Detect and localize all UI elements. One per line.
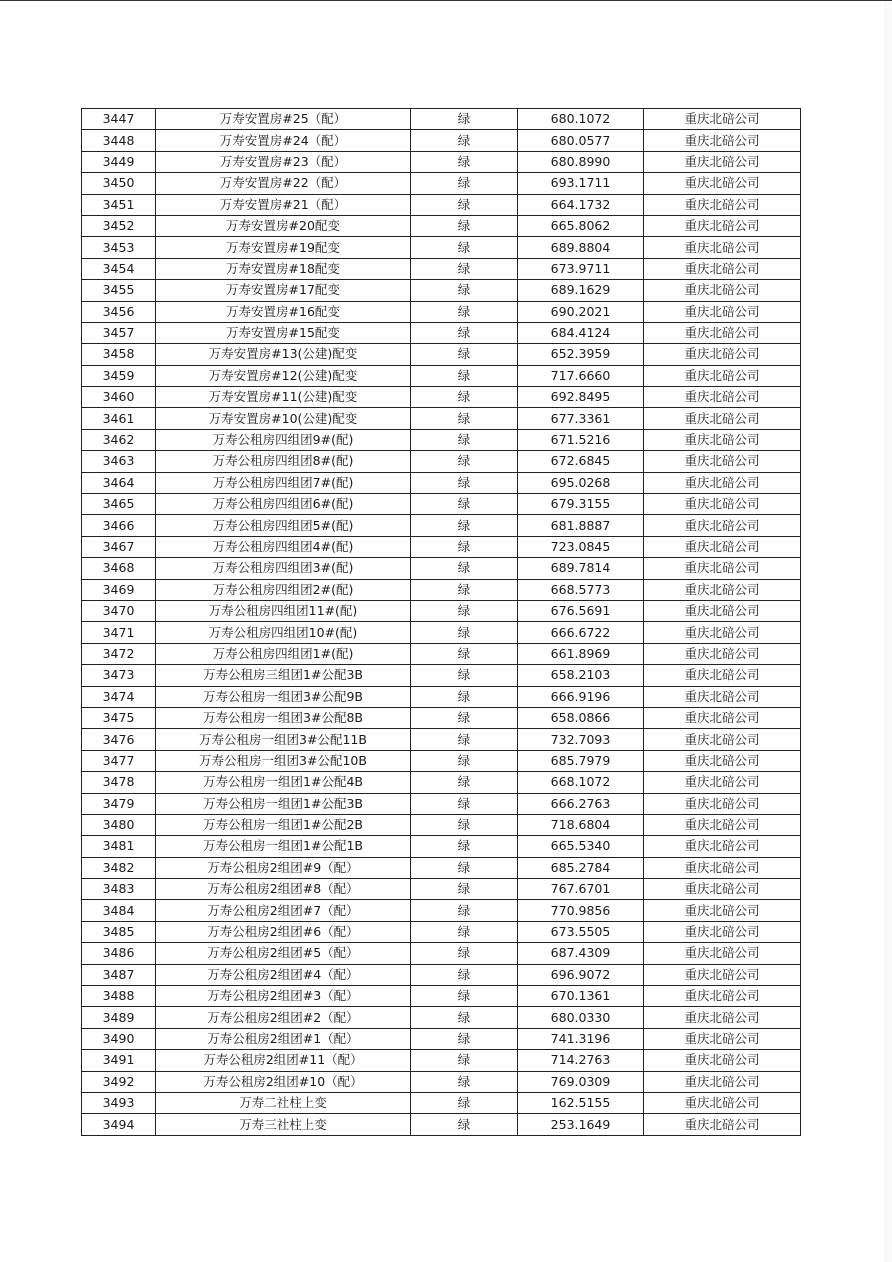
cell-company: 重庆北碚公司 xyxy=(644,472,801,493)
cell-company: 重庆北碚公司 xyxy=(644,301,801,322)
cell-color: 绿 xyxy=(411,558,518,579)
cell-id: 3453 xyxy=(82,237,156,258)
cell-color: 绿 xyxy=(411,344,518,365)
cell-id: 3461 xyxy=(82,408,156,429)
cell-company: 重庆北碚公司 xyxy=(644,1050,801,1071)
cell-id: 3478 xyxy=(82,772,156,793)
cell-company: 重庆北碚公司 xyxy=(644,429,801,450)
table-row xyxy=(82,600,801,621)
table-row xyxy=(82,494,801,515)
cell-name: 万寿公租房一组团1#公配1B xyxy=(156,836,411,857)
table-row xyxy=(82,814,801,835)
cell-company: 重庆北碚公司 xyxy=(644,600,801,621)
cell-id: 3475 xyxy=(82,707,156,728)
cell-name: 万寿公租房四组团4#(配) xyxy=(156,536,411,557)
cell-color: 绿 xyxy=(411,943,518,964)
cell-company: 重庆北碚公司 xyxy=(644,772,801,793)
cell-color: 绿 xyxy=(411,1007,518,1028)
table-row xyxy=(82,280,801,301)
cell-id: 3456 xyxy=(82,301,156,322)
cell-value: 741.3196 xyxy=(518,1028,644,1049)
cell-id: 3447 xyxy=(82,109,156,130)
cell-company: 重庆北碚公司 xyxy=(644,558,801,579)
cell-value: 666.2763 xyxy=(518,793,644,814)
cell-company: 重庆北碚公司 xyxy=(644,793,801,814)
table-row xyxy=(82,750,801,771)
cell-company: 重庆北碚公司 xyxy=(644,814,801,835)
cell-company: 重庆北碚公司 xyxy=(644,900,801,921)
cell-name: 万寿安置房#23（配） xyxy=(156,151,411,172)
cell-company: 重庆北碚公司 xyxy=(644,494,801,515)
cell-company: 重庆北碚公司 xyxy=(644,322,801,343)
cell-value: 732.7093 xyxy=(518,729,644,750)
cell-id: 3466 xyxy=(82,515,156,536)
cell-color: 绿 xyxy=(411,237,518,258)
cell-value: 690.2021 xyxy=(518,301,644,322)
cell-color: 绿 xyxy=(411,387,518,408)
cell-name: 万寿公租房2组团#9（配） xyxy=(156,857,411,878)
table-row xyxy=(82,622,801,643)
cell-id: 3483 xyxy=(82,879,156,900)
table-row xyxy=(82,857,801,878)
cell-name: 万寿安置房#22（配） xyxy=(156,173,411,194)
cell-id: 3457 xyxy=(82,322,156,343)
cell-name: 万寿公租房2组团#10（配） xyxy=(156,1071,411,1092)
cell-company: 重庆北碚公司 xyxy=(644,1028,801,1049)
cell-color: 绿 xyxy=(411,258,518,279)
table-row xyxy=(82,643,801,664)
cell-company: 重庆北碚公司 xyxy=(644,151,801,172)
cell-value: 666.6722 xyxy=(518,622,644,643)
cell-name: 万寿公租房三组团1#公配3B xyxy=(156,665,411,686)
cell-value: 714.2763 xyxy=(518,1050,644,1071)
table-row xyxy=(82,1028,801,1049)
cell-color: 绿 xyxy=(411,536,518,557)
cell-value: 673.5505 xyxy=(518,921,644,942)
cell-color: 绿 xyxy=(411,879,518,900)
cell-company: 重庆北碚公司 xyxy=(644,215,801,236)
cell-color: 绿 xyxy=(411,1071,518,1092)
table-row xyxy=(82,1050,801,1071)
cell-color: 绿 xyxy=(411,750,518,771)
cell-id: 3455 xyxy=(82,280,156,301)
cell-company: 重庆北碚公司 xyxy=(644,109,801,130)
cell-color: 绿 xyxy=(411,429,518,450)
cell-value: 672.6845 xyxy=(518,451,644,472)
cell-value: 676.5691 xyxy=(518,600,644,621)
table-row xyxy=(82,986,801,1007)
cell-value: 693.1711 xyxy=(518,173,644,194)
cell-color: 绿 xyxy=(411,665,518,686)
cell-name: 万寿安置房#21（配） xyxy=(156,194,411,215)
cell-name: 万寿公租房四组团3#(配) xyxy=(156,558,411,579)
cell-color: 绿 xyxy=(411,622,518,643)
cell-value: 658.2103 xyxy=(518,665,644,686)
cell-value: 689.7814 xyxy=(518,558,644,579)
cell-company: 重庆北碚公司 xyxy=(644,280,801,301)
table-row xyxy=(82,344,801,365)
cell-id: 3490 xyxy=(82,1028,156,1049)
cell-name: 万寿公租房四组团8#(配) xyxy=(156,451,411,472)
cell-color: 绿 xyxy=(411,194,518,215)
cell-id: 3472 xyxy=(82,643,156,664)
cell-id: 3485 xyxy=(82,921,156,942)
cell-id: 3492 xyxy=(82,1071,156,1092)
cell-value: 680.1072 xyxy=(518,109,644,130)
cell-id: 3491 xyxy=(82,1050,156,1071)
cell-name: 万寿公租房四组团10#(配) xyxy=(156,622,411,643)
cell-color: 绿 xyxy=(411,515,518,536)
cell-company: 重庆北碚公司 xyxy=(644,344,801,365)
cell-color: 绿 xyxy=(411,686,518,707)
cell-company: 重庆北碚公司 xyxy=(644,750,801,771)
cell-value: 689.1629 xyxy=(518,280,644,301)
cell-value: 687.4309 xyxy=(518,943,644,964)
table-row xyxy=(82,707,801,728)
cell-color: 绿 xyxy=(411,772,518,793)
cell-name: 万寿公租房四组团6#(配) xyxy=(156,494,411,515)
table-row xyxy=(82,665,801,686)
cell-company: 重庆北碚公司 xyxy=(644,194,801,215)
cell-color: 绿 xyxy=(411,600,518,621)
cell-company: 重庆北碚公司 xyxy=(644,173,801,194)
table-row xyxy=(82,579,801,600)
cell-color: 绿 xyxy=(411,900,518,921)
cell-company: 重庆北碚公司 xyxy=(644,408,801,429)
cell-color: 绿 xyxy=(411,1050,518,1071)
cell-id: 3462 xyxy=(82,429,156,450)
cell-name: 万寿安置房#12(公建)配变 xyxy=(156,365,411,386)
table-row xyxy=(82,472,801,493)
cell-id: 3486 xyxy=(82,943,156,964)
cell-name: 万寿公租房2组团#1（配） xyxy=(156,1028,411,1049)
cell-name: 万寿公租房四组团9#(配) xyxy=(156,429,411,450)
cell-company: 重庆北碚公司 xyxy=(644,986,801,1007)
data-table xyxy=(81,108,801,1136)
cell-value: 679.3155 xyxy=(518,494,644,515)
cell-value: 670.1361 xyxy=(518,986,644,1007)
cell-value: 767.6701 xyxy=(518,879,644,900)
table-row xyxy=(82,921,801,942)
table-row xyxy=(82,237,801,258)
cell-name: 万寿三社柱上变 xyxy=(156,1114,411,1135)
cell-value: 680.0330 xyxy=(518,1007,644,1028)
cell-value: 695.0268 xyxy=(518,472,644,493)
cell-id: 3470 xyxy=(82,600,156,621)
table-row xyxy=(82,173,801,194)
cell-id: 3480 xyxy=(82,814,156,835)
table-row xyxy=(82,1007,801,1028)
cell-name: 万寿公租房2组团#7（配） xyxy=(156,900,411,921)
cell-id: 3469 xyxy=(82,579,156,600)
cell-company: 重庆北碚公司 xyxy=(644,387,801,408)
cell-name: 万寿安置房#20配变 xyxy=(156,215,411,236)
cell-name: 万寿二社柱上变 xyxy=(156,1092,411,1113)
cell-value: 723.0845 xyxy=(518,536,644,557)
cell-id: 3477 xyxy=(82,750,156,771)
table-row xyxy=(82,429,801,450)
table-body xyxy=(82,109,801,1136)
table-row xyxy=(82,879,801,900)
cell-color: 绿 xyxy=(411,109,518,130)
cell-color: 绿 xyxy=(411,280,518,301)
cell-id: 3476 xyxy=(82,729,156,750)
cell-value: 162.5155 xyxy=(518,1092,644,1113)
cell-color: 绿 xyxy=(411,494,518,515)
cell-name: 万寿安置房#18配变 xyxy=(156,258,411,279)
cell-color: 绿 xyxy=(411,836,518,857)
cell-company: 重庆北碚公司 xyxy=(644,237,801,258)
cell-name: 万寿公租房一组团3#公配9B xyxy=(156,686,411,707)
cell-company: 重庆北碚公司 xyxy=(644,707,801,728)
cell-id: 3468 xyxy=(82,558,156,579)
cell-name: 万寿公租房一组团1#公配2B xyxy=(156,814,411,835)
table-row xyxy=(82,536,801,557)
cell-color: 绿 xyxy=(411,451,518,472)
cell-color: 绿 xyxy=(411,857,518,878)
cell-name: 万寿公租房一组团1#公配3B xyxy=(156,793,411,814)
cell-value: 692.8495 xyxy=(518,387,644,408)
cell-name: 万寿安置房#15配变 xyxy=(156,322,411,343)
cell-value: 652.3959 xyxy=(518,344,644,365)
cell-id: 3465 xyxy=(82,494,156,515)
cell-company: 重庆北碚公司 xyxy=(644,665,801,686)
table-row xyxy=(82,686,801,707)
cell-company: 重庆北碚公司 xyxy=(644,515,801,536)
cell-id: 3489 xyxy=(82,1007,156,1028)
table-row xyxy=(82,215,801,236)
cell-company: 重庆北碚公司 xyxy=(644,451,801,472)
cell-color: 绿 xyxy=(411,130,518,151)
table-row xyxy=(82,301,801,322)
cell-id: 3464 xyxy=(82,472,156,493)
cell-name: 万寿公租房2组团#3（配） xyxy=(156,986,411,1007)
cell-id: 3493 xyxy=(82,1092,156,1113)
cell-company: 重庆北碚公司 xyxy=(644,879,801,900)
cell-name: 万寿公租房2组团#8（配） xyxy=(156,879,411,900)
cell-name: 万寿公租房2组团#4（配） xyxy=(156,964,411,985)
cell-value: 668.1072 xyxy=(518,772,644,793)
cell-color: 绿 xyxy=(411,579,518,600)
cell-color: 绿 xyxy=(411,986,518,1007)
cell-color: 绿 xyxy=(411,322,518,343)
cell-name: 万寿公租房四组团5#(配) xyxy=(156,515,411,536)
cell-name: 万寿公租房一组团3#公配11B xyxy=(156,729,411,750)
cell-company: 重庆北碚公司 xyxy=(644,365,801,386)
cell-company: 重庆北碚公司 xyxy=(644,857,801,878)
cell-color: 绿 xyxy=(411,921,518,942)
page-right-edge xyxy=(884,1,892,1262)
cell-color: 绿 xyxy=(411,643,518,664)
table-row xyxy=(82,194,801,215)
table-row xyxy=(82,1092,801,1113)
cell-value: 658.0866 xyxy=(518,707,644,728)
cell-value: 665.5340 xyxy=(518,836,644,857)
cell-id: 3474 xyxy=(82,686,156,707)
cell-color: 绿 xyxy=(411,151,518,172)
cell-color: 绿 xyxy=(411,1114,518,1135)
cell-name: 万寿公租房2组团#5（配） xyxy=(156,943,411,964)
cell-color: 绿 xyxy=(411,1092,518,1113)
table-row xyxy=(82,130,801,151)
cell-name: 万寿公租房一组团3#公配8B xyxy=(156,707,411,728)
cell-value: 680.8990 xyxy=(518,151,644,172)
cell-name: 万寿安置房#13(公建)配变 xyxy=(156,344,411,365)
table-row xyxy=(82,836,801,857)
cell-id: 3481 xyxy=(82,836,156,857)
cell-id: 3450 xyxy=(82,173,156,194)
cell-color: 绿 xyxy=(411,301,518,322)
cell-company: 重庆北碚公司 xyxy=(644,1007,801,1028)
table-row xyxy=(82,1114,801,1135)
cell-name: 万寿公租房四组团7#(配) xyxy=(156,472,411,493)
cell-color: 绿 xyxy=(411,729,518,750)
cell-name: 万寿公租房一组团3#公配10B xyxy=(156,750,411,771)
cell-company: 重庆北碚公司 xyxy=(644,130,801,151)
cell-id: 3487 xyxy=(82,964,156,985)
cell-value: 685.2784 xyxy=(518,857,644,878)
cell-name: 万寿安置房#10(公建)配变 xyxy=(156,408,411,429)
cell-value: 680.0577 xyxy=(518,130,644,151)
cell-company: 重庆北碚公司 xyxy=(644,579,801,600)
table-row xyxy=(82,109,801,130)
cell-value: 718.6804 xyxy=(518,814,644,835)
cell-company: 重庆北碚公司 xyxy=(644,643,801,664)
cell-color: 绿 xyxy=(411,814,518,835)
cell-color: 绿 xyxy=(411,472,518,493)
cell-value: 681.8887 xyxy=(518,515,644,536)
cell-id: 3451 xyxy=(82,194,156,215)
cell-value: 664.1732 xyxy=(518,194,644,215)
cell-value: 696.9072 xyxy=(518,964,644,985)
cell-company: 重庆北碚公司 xyxy=(644,964,801,985)
cell-id: 3484 xyxy=(82,900,156,921)
table-row xyxy=(82,387,801,408)
cell-company: 重庆北碚公司 xyxy=(644,1092,801,1113)
cell-value: 673.9711 xyxy=(518,258,644,279)
table-row xyxy=(82,515,801,536)
cell-company: 重庆北碚公司 xyxy=(644,622,801,643)
cell-company: 重庆北碚公司 xyxy=(644,729,801,750)
cell-id: 3479 xyxy=(82,793,156,814)
page-top-border xyxy=(0,0,892,1)
table-row xyxy=(82,558,801,579)
cell-id: 3448 xyxy=(82,130,156,151)
cell-color: 绿 xyxy=(411,793,518,814)
table-row xyxy=(82,943,801,964)
table-row xyxy=(82,964,801,985)
cell-name: 万寿安置房#19配变 xyxy=(156,237,411,258)
table-row xyxy=(82,729,801,750)
cell-value: 666.9196 xyxy=(518,686,644,707)
cell-company: 重庆北碚公司 xyxy=(644,943,801,964)
table-row xyxy=(82,1071,801,1092)
cell-id: 3458 xyxy=(82,344,156,365)
cell-id: 3482 xyxy=(82,857,156,878)
cell-color: 绿 xyxy=(411,215,518,236)
cell-id: 3449 xyxy=(82,151,156,172)
table-row xyxy=(82,258,801,279)
cell-value: 253.1649 xyxy=(518,1114,644,1135)
cell-name: 万寿安置房#16配变 xyxy=(156,301,411,322)
cell-color: 绿 xyxy=(411,408,518,429)
table-row xyxy=(82,408,801,429)
cell-color: 绿 xyxy=(411,173,518,194)
cell-name: 万寿公租房一组团1#公配4B xyxy=(156,772,411,793)
cell-name: 万寿公租房2组团#2（配） xyxy=(156,1007,411,1028)
cell-id: 3460 xyxy=(82,387,156,408)
cell-id: 3473 xyxy=(82,665,156,686)
table-row xyxy=(82,793,801,814)
cell-color: 绿 xyxy=(411,964,518,985)
cell-value: 684.4124 xyxy=(518,322,644,343)
table-row xyxy=(82,322,801,343)
cell-value: 665.8062 xyxy=(518,215,644,236)
table-row xyxy=(82,900,801,921)
cell-company: 重庆北碚公司 xyxy=(644,836,801,857)
cell-name: 万寿安置房#17配变 xyxy=(156,280,411,301)
cell-name: 万寿安置房#24（配） xyxy=(156,130,411,151)
cell-id: 3494 xyxy=(82,1114,156,1135)
cell-value: 668.5773 xyxy=(518,579,644,600)
cell-value: 677.3361 xyxy=(518,408,644,429)
cell-value: 689.8804 xyxy=(518,237,644,258)
cell-company: 重庆北碚公司 xyxy=(644,1071,801,1092)
cell-name: 万寿安置房#11(公建)配变 xyxy=(156,387,411,408)
cell-id: 3459 xyxy=(82,365,156,386)
cell-value: 770.9856 xyxy=(518,900,644,921)
cell-color: 绿 xyxy=(411,1028,518,1049)
cell-name: 万寿公租房2组团#11（配） xyxy=(156,1050,411,1071)
cell-id: 3471 xyxy=(82,622,156,643)
cell-company: 重庆北碚公司 xyxy=(644,686,801,707)
cell-color: 绿 xyxy=(411,365,518,386)
cell-value: 661.8969 xyxy=(518,643,644,664)
cell-id: 3454 xyxy=(82,258,156,279)
cell-company: 重庆北碚公司 xyxy=(644,1114,801,1135)
cell-company: 重庆北碚公司 xyxy=(644,921,801,942)
table-row xyxy=(82,151,801,172)
cell-value: 717.6660 xyxy=(518,365,644,386)
cell-id: 3463 xyxy=(82,451,156,472)
cell-name: 万寿公租房四组团2#(配) xyxy=(156,579,411,600)
cell-name: 万寿公租房四组团11#(配) xyxy=(156,600,411,621)
cell-id: 3467 xyxy=(82,536,156,557)
cell-value: 671.5216 xyxy=(518,429,644,450)
cell-value: 769.0309 xyxy=(518,1071,644,1092)
cell-id: 3452 xyxy=(82,215,156,236)
cell-value: 685.7979 xyxy=(518,750,644,771)
cell-name: 万寿安置房#25（配） xyxy=(156,109,411,130)
cell-color: 绿 xyxy=(411,707,518,728)
table-row xyxy=(82,365,801,386)
cell-company: 重庆北碚公司 xyxy=(644,536,801,557)
table-row xyxy=(82,451,801,472)
cell-name: 万寿公租房四组团1#(配) xyxy=(156,643,411,664)
table-row xyxy=(82,772,801,793)
cell-name: 万寿公租房2组团#6（配） xyxy=(156,921,411,942)
cell-company: 重庆北碚公司 xyxy=(644,258,801,279)
cell-id: 3488 xyxy=(82,986,156,1007)
